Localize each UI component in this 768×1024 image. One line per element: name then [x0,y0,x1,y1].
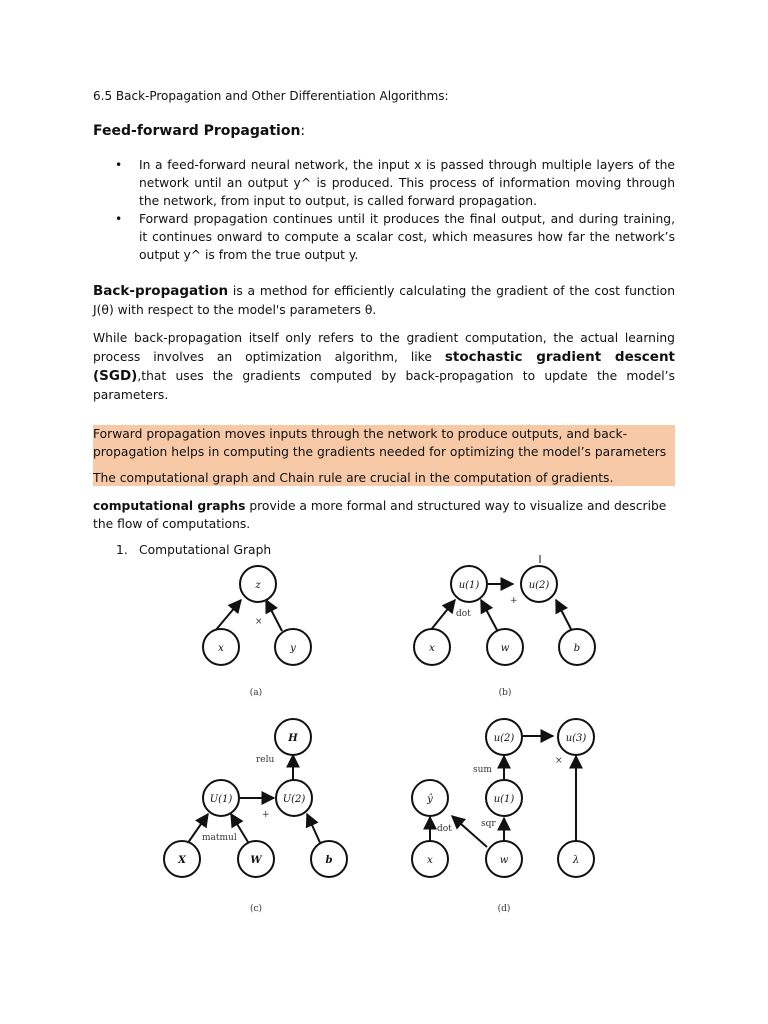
heading-colon: : [300,123,306,139]
label-c-b: b [325,855,333,866]
op-d-dot: dot [437,824,452,834]
label-d-w: w [499,855,509,866]
caption-a: (a) [249,688,263,698]
section-title: 6.5 Back-Propagation and Other Differentiation Algorithms: [93,89,449,103]
label-d-u3: u(3) [565,733,587,744]
bullet-text: In a feed-forward neural network, the input x is passed through multiple layers of the network until an output y^ is produced. This process of information moving through the network, from input to output, is called forward propagation. [139,158,675,208]
op-d-times: × [555,756,563,766]
edge-b-x-u1 [430,600,455,631]
label-b-w: w [500,643,510,654]
label-b-b: b [573,643,581,654]
bullet-text: Forward propagation continues until it produces the final output, and during training, it continues onward to compute a scalar cost, which measures how far the network’s output y^ is from the true output y. [139,212,675,262]
label-a-x: x [218,643,224,654]
list-number: 1. [116,543,128,557]
op-d-sqr: sqr [481,819,496,829]
highlight-line-1: Forward propagation moves inputs through the network to produce outputs, and back-propagation helps in computing the gradients needed for optimizing the model’s parameters [93,427,667,459]
backprop-paragraph [93,282,675,320]
op-d-sum: sum [473,765,492,775]
backprop-term: Back-propagation [93,283,229,299]
edge-b-b-u2 [556,600,572,631]
bullet-item [93,210,675,264]
sgd-paragraph [93,329,675,405]
op-a-times: × [255,617,263,627]
edge-b-w-u1 [481,600,497,630]
op-c-matmul: matmul [202,833,237,843]
label-c-x: X [178,855,186,866]
label-c-u1: U(1) [209,794,233,805]
label-d-u1: u(1) [493,794,515,805]
sgd-term: stochastic gradient descent (SGD) [93,349,676,384]
highlight-line-2: The computational graph and Chain rule are crucial in the computation of gradients. [93,471,614,485]
label-b-u1: u(1) [458,580,480,591]
label-d-lambda: λ [572,855,580,866]
label-a-z: z [255,580,261,591]
feed-forward-title: Feed-forward Propagation [93,123,301,139]
caption-d: (d) [497,904,511,914]
label-d-u2: u(2) [493,733,515,744]
backprop-text: is a method for efficiently calculating the gradient of the cost function J(θ) with respect to the model's parameters θ. [93,284,675,317]
feed-forward-heading [93,123,305,139]
op-b-dot: dot [456,609,471,619]
bullet-icon: • [115,212,123,226]
op-b-plus: + [510,596,518,606]
computational-graph-figure [140,555,610,925]
caption-c: (c) [249,904,263,914]
sgd-after: ,that uses the gradients computed by back-propagation to update the model’s parameters. [93,369,675,402]
list-item [116,543,272,557]
label-d-x: x [427,855,433,866]
cg-text: provide a more formal and structured way to visualize and describe the flow of computations. [93,499,667,531]
caption-b: (b) [498,688,512,698]
label-b-u2: u(2) [528,580,550,591]
cg-term: computational graphs [93,499,246,513]
feed-forward-bullets [93,156,675,264]
edge-a-x-z [215,600,241,631]
list-label: Computational Graph [139,543,272,557]
label-a-y: y [290,643,296,654]
label-d-yhat: ŷ [427,794,433,805]
sgd-before: While back-propagation itself only refers to the gradient computation, the actual learning process involves an optimization algorithm, like [93,331,675,364]
edge-c-b-u2 [307,814,322,847]
computational-graphs-paragraph [93,497,675,533]
label-c-h: H [288,733,298,744]
bullet-item [93,156,675,210]
label-c-u2: U(2) [282,794,306,805]
op-c-plus: + [262,810,270,820]
op-c-relu: relu [256,755,275,765]
edge-a-y-z [266,600,282,631]
label-b-x: x [429,643,435,654]
label-c-w: W [250,855,262,866]
bullet-icon: • [115,158,123,172]
